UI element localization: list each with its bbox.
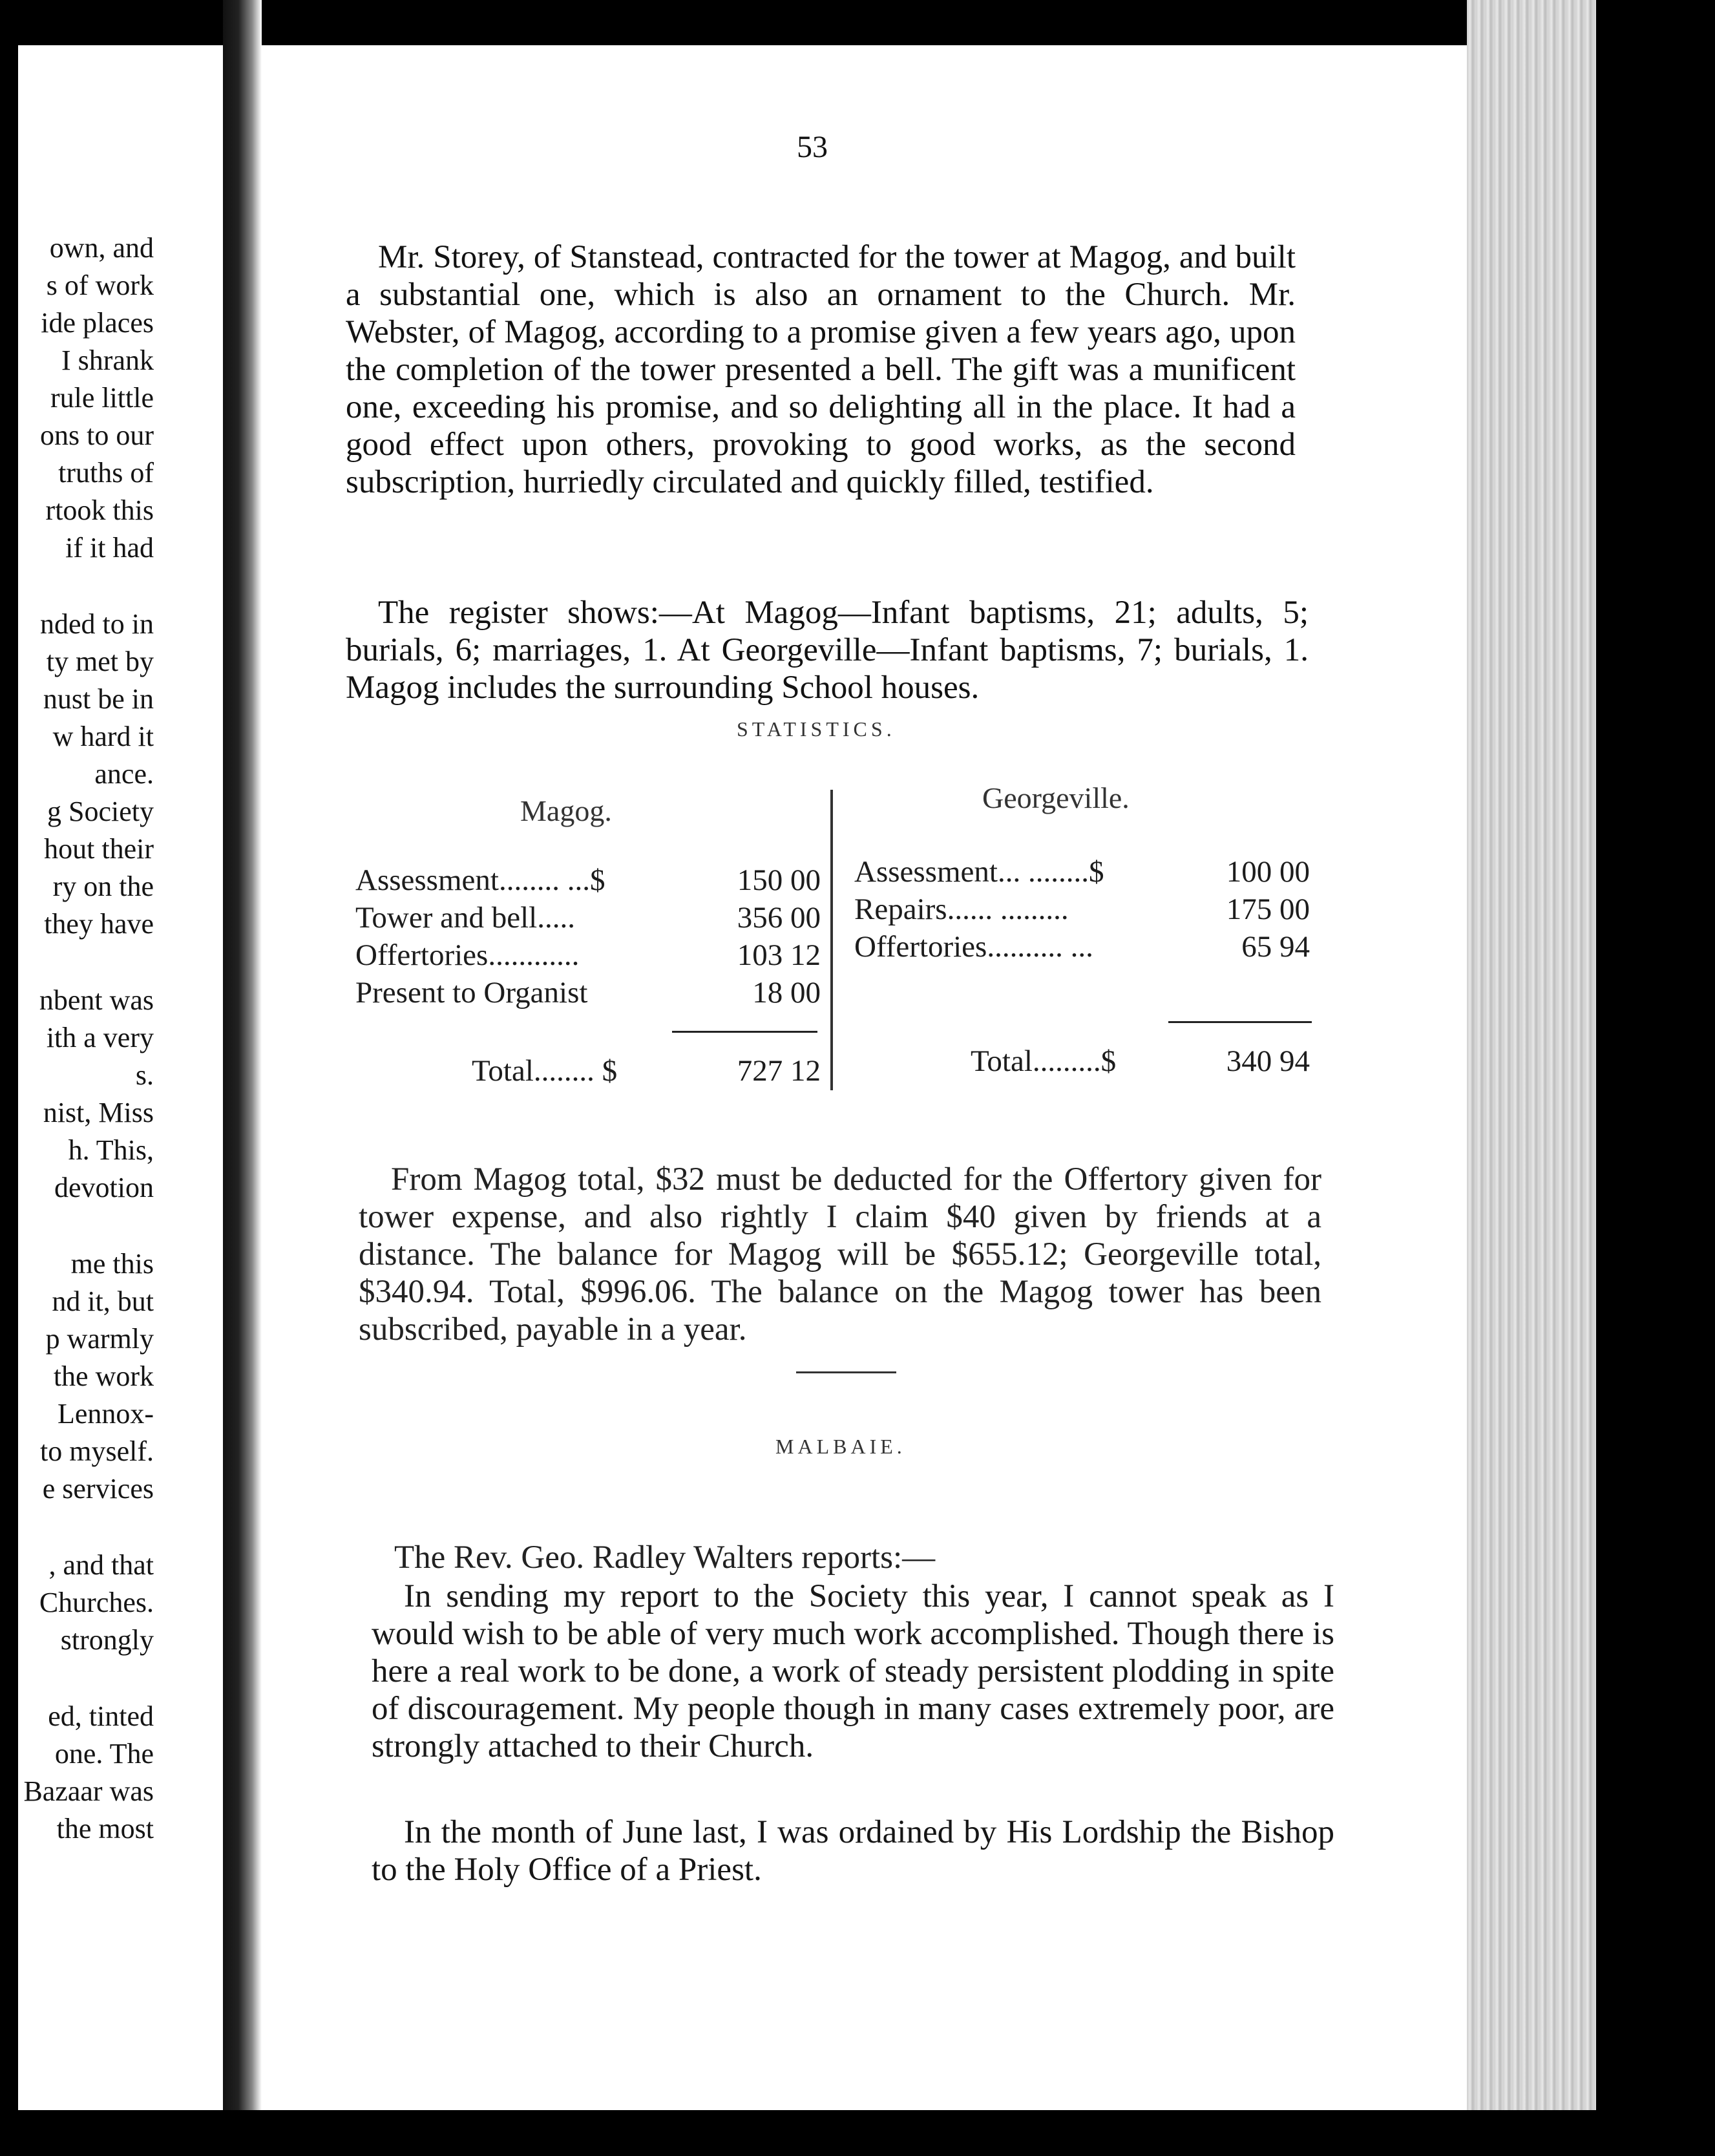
paragraph-storey: Mr. Storey, of Stanstead, contracted for the tower at Magog, and built a substantial one, which is also an ornament to the Church. Mr. Webster, of Magog, according to a promise given a few years ago, upon the completion of the tower presented a bell. The gift was a munificent one, exceeding his promise, and so delighting all in the place. It had a good effect upon others, provoking to good works, as the second subscription, hurriedly circulated and quickly filled, testified. — [346, 239, 1296, 500]
row-label: Tower and bell..... — [355, 901, 575, 935]
prev-line: they have — [44, 908, 154, 940]
prev-line: ry on the — [52, 871, 154, 902]
total-amount: 340 94 — [1226, 1044, 1310, 1078]
magog-row — [355, 938, 821, 973]
prev-line: Bazaar was — [23, 1775, 154, 1807]
total-label: Total........ $ — [472, 1054, 618, 1088]
row-amount: 18 00 — [752, 976, 821, 1009]
prev-line: g Society — [47, 796, 154, 827]
prev-line: own, and — [49, 232, 154, 264]
prev-line: nbent was — [39, 984, 154, 1016]
prev-line: me this — [70, 1248, 154, 1280]
page-number: 53 — [797, 130, 828, 164]
row-amount: 175 00 — [1226, 893, 1310, 926]
statistics-heading: STATISTICS. — [737, 717, 896, 741]
prev-line: nist, Miss — [43, 1097, 154, 1128]
prev-line: one. The — [54, 1738, 154, 1770]
paragraph-walters-intro: The Rev. Geo. Radley Walters reports:— — [394, 1539, 936, 1576]
row-label: Repairs...... ......... — [854, 893, 1069, 926]
prev-line: nded to in — [40, 608, 154, 640]
row-label: Assessment........ ...$ — [355, 863, 605, 897]
prev-line: truths of — [58, 457, 154, 489]
prev-line: w hard it — [52, 721, 154, 752]
prev-line: ance. — [94, 758, 154, 790]
magog-row — [355, 900, 821, 935]
prev-line: the work — [53, 1360, 154, 1392]
scan-border-right — [1596, 0, 1715, 2156]
georgeville-row — [854, 854, 1310, 889]
row-label: Present to Organist — [355, 976, 588, 1009]
column-divider — [830, 790, 833, 1090]
section-divider — [796, 1371, 896, 1373]
row-amount: 100 00 — [1226, 855, 1310, 889]
total-amount: 727 12 — [737, 1054, 821, 1088]
prev-line: the most — [56, 1813, 154, 1844]
previous-page — [18, 45, 225, 2110]
scan-border-bottom — [0, 2110, 1715, 2156]
row-label: Offertories............ — [355, 938, 580, 972]
paragraph-register: The register shows:—At Magog—Infant baptisms, 21; adults, 5; burials, 6; marriages, 1. At Georgeville—Infant baptisms, 7; burials, 1. Magog includes the surrounding School houses. — [346, 595, 1309, 706]
magog-column-title: Magog. — [520, 794, 612, 827]
prev-line: s. — [135, 1059, 154, 1091]
prev-line: nust be in — [43, 683, 154, 715]
georgeville-total-rule — [1168, 1021, 1312, 1023]
prev-line: rtook this — [45, 494, 154, 526]
prev-line: devotion — [54, 1172, 154, 1203]
total-label: Total.........$ — [971, 1044, 1117, 1078]
row-amount: 356 00 — [737, 901, 821, 935]
prev-line: , and that — [48, 1549, 154, 1581]
prev-line: nd it, but — [52, 1285, 154, 1317]
prev-line: ide places — [41, 307, 154, 339]
prev-line: I shrank — [61, 344, 154, 376]
prev-line: e services — [42, 1473, 154, 1505]
georgeville-row — [854, 892, 1310, 927]
georgeville-total-row — [854, 1044, 1310, 1079]
scan-border-left — [0, 0, 18, 2156]
paragraph-june: In the month of June last, I was ordained by His Lordship the Bishop to the Holy Office of a Priest. — [372, 1814, 1334, 1888]
georgeville-row — [854, 929, 1310, 964]
magog-row — [355, 863, 821, 898]
prev-line: ty met by — [46, 646, 154, 677]
prev-line: rule little — [50, 382, 154, 414]
page-stack-edge — [1467, 0, 1596, 2156]
paragraph-magog-total: From Magog total, $32 must be deducted for the Offertory given for tower expense, and also rightly I claim $40 given by friends at a distance. The balance for Magog will be $655.12; Georgeville total, $340.94. Total, $996.06. The balance on the Magog tower has been subscribed, payable in a year. — [359, 1161, 1321, 1348]
prev-line: if it had — [65, 532, 154, 564]
row-amount: 103 12 — [737, 938, 821, 972]
prev-line: Lennox- — [57, 1398, 154, 1430]
prev-line: p warmly — [45, 1323, 154, 1355]
magog-row — [355, 975, 821, 1010]
prev-line: ons to our — [40, 419, 154, 451]
prev-line: s of work — [46, 270, 154, 301]
prev-line: h. This, — [68, 1134, 154, 1166]
row-amount: 65 94 — [1241, 930, 1310, 964]
georgeville-column-title: Georgeville. — [982, 781, 1130, 814]
prev-line: Churches. — [39, 1587, 154, 1618]
row-label: Assessment... ........$ — [854, 855, 1104, 889]
prev-line: ith a very — [46, 1022, 154, 1053]
magog-total-rule — [672, 1031, 817, 1033]
prev-line: to myself. — [40, 1435, 154, 1467]
prev-line: strongly — [60, 1624, 154, 1656]
malbaie-heading: MALBAIE. — [775, 1435, 906, 1458]
row-amount: 150 00 — [737, 863, 821, 897]
book-gutter — [223, 0, 262, 2156]
prev-line: hout their — [44, 833, 154, 865]
magog-total-row — [355, 1053, 821, 1088]
row-label: Offertories.......... ... — [854, 930, 1093, 964]
prev-line: ed, tinted — [48, 1700, 154, 1732]
paragraph-sending: In sending my report to the Society this year, I cannot speak as I would wish to be able of very much work accomplished. Though there is here a real work to be done, a work of steady persistent plodding in spite of discouragement. My people though in many cases extremely poor, are strongly attached to their Church. — [372, 1578, 1334, 1764]
